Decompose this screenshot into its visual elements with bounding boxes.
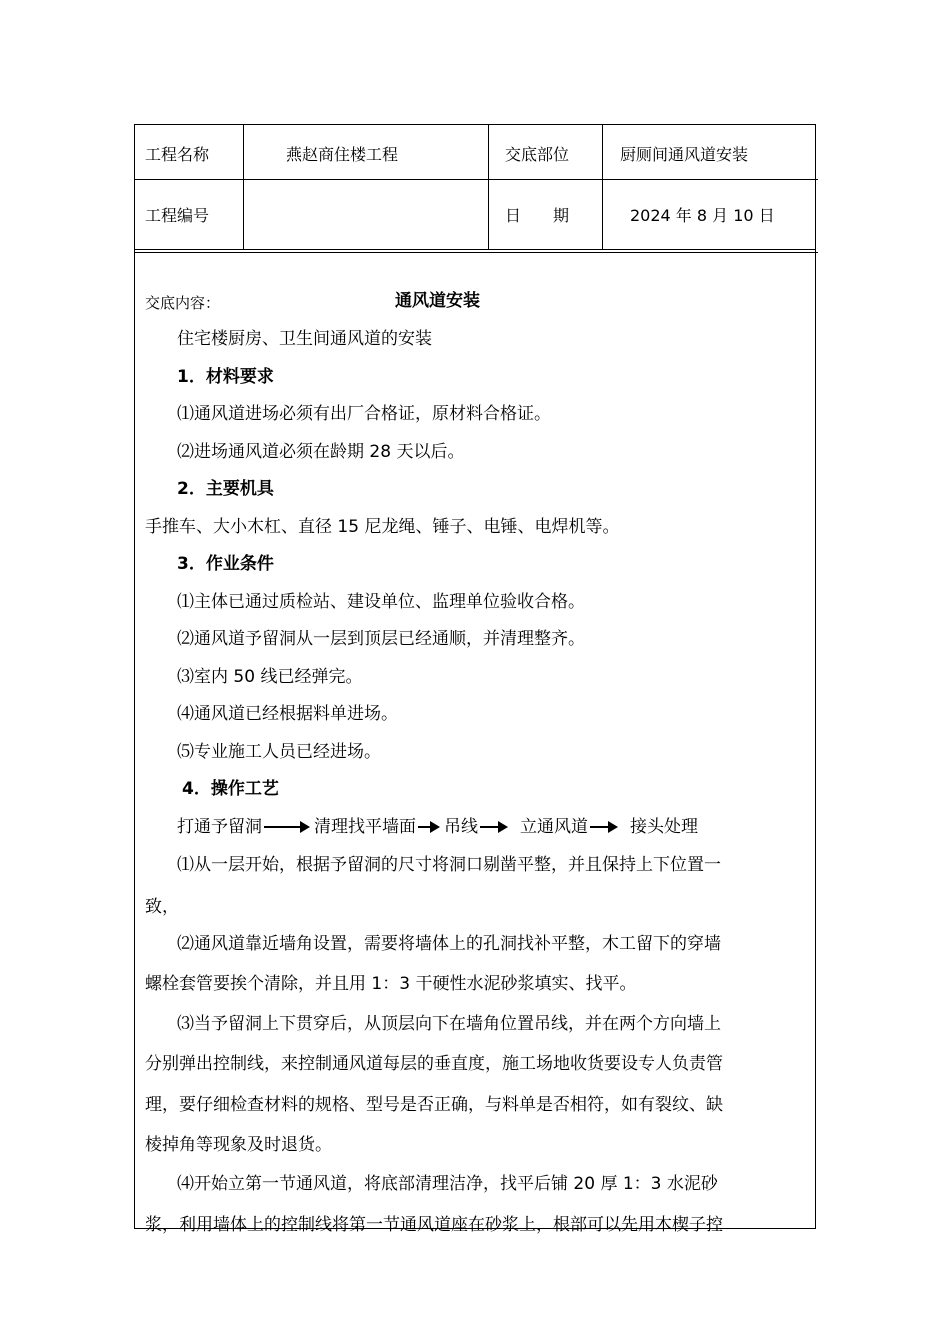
section-1-item: ⑵进场通风道必须在龄期 28 天以后。 bbox=[177, 442, 465, 462]
flow-step: 打通予留洞 bbox=[177, 817, 262, 837]
handover-part-label: 交底部位 bbox=[505, 145, 570, 164]
flow-step: 接头处理 bbox=[630, 817, 698, 837]
content-label: 交底内容： bbox=[145, 294, 221, 312]
flow-arrow-icon bbox=[590, 821, 618, 833]
paragraph-1-line: 致， bbox=[145, 897, 179, 917]
flow-arrow-icon bbox=[480, 821, 508, 833]
project-no-label: 工程编号 bbox=[145, 206, 210, 225]
paragraph-3-line: 分别弹出控制线，来控制通风道每层的垂直度，施工场地收货要设专人负责管 bbox=[145, 1054, 723, 1074]
paragraph-2-line: ⑵通风道靠近墙角设置，需要将墙体上的孔洞找补平整，木工留下的穿墙 bbox=[177, 934, 721, 954]
flow-step: 立通风道 bbox=[520, 817, 588, 837]
section-3-title: 3．作业条件 bbox=[177, 554, 274, 574]
paragraph-3-line: 理，要仔细检查材料的规格、型号是否正确，与料单是否相符，如有裂纹、缺 bbox=[145, 1095, 723, 1115]
flow-arrow-icon bbox=[264, 821, 310, 833]
section-2-title: 2．主要机具 bbox=[177, 479, 274, 499]
section-4-title: 4．操作工艺 bbox=[182, 779, 279, 799]
table-border-right bbox=[815, 124, 816, 1228]
paragraph-2-line: 螺栓套管要挨个清除，并且用 1：3 干硬性水泥砂浆填实、找平。 bbox=[145, 974, 637, 994]
section-3-item: ⑴主体已通过质检站、建设单位、监理单位验收合格。 bbox=[177, 592, 585, 612]
handover-part-value: 厨厕间通风道安装 bbox=[620, 145, 749, 164]
section-2-text: 手推车、大小木杠、直径 15 尼龙绳、锤子、电锤、电焊机等。 bbox=[145, 517, 620, 537]
paragraph-4-line: 浆，利用墙体上的控制线将第一节通风道座在砂浆上，根部可以先用木楔子控 bbox=[145, 1215, 723, 1235]
paragraph-4-line: ⑷开始立第一节通风道，将底部清理洁净，找平后铺 20 厚 1：3 水泥砂 bbox=[177, 1174, 718, 1194]
section-3-item: ⑷通风道已经根据料单进场。 bbox=[177, 704, 398, 724]
intro-text: 住宅楼厨房、卫生间通风道的安装 bbox=[177, 329, 432, 349]
content-title: 通风道安装 bbox=[395, 291, 480, 311]
paragraph-3-line: 棱掉角等现象及时退货。 bbox=[145, 1135, 332, 1155]
section-3-item: ⑸专业施工人员已经进场。 bbox=[177, 742, 381, 762]
project-name-label: 工程名称 bbox=[145, 145, 210, 164]
flow-step: 清理找平墙面 bbox=[314, 817, 416, 837]
section-1-item: ⑴通风道进场必须有出厂合格证，原材料合格证。 bbox=[177, 404, 551, 424]
date-value: 2024 年 8 月 10 日 bbox=[630, 206, 775, 225]
flow-step: 吊线 bbox=[444, 817, 478, 837]
process-flow bbox=[177, 816, 698, 838]
paragraph-1-line: ⑴从一层开始，根据予留洞的尺寸将洞口剔凿平整，并且保持上下位置一 bbox=[177, 855, 721, 875]
section-3-item: ⑶室内 50 线已经弹完。 bbox=[177, 667, 363, 687]
section-1-title: 1．材料要求 bbox=[177, 367, 274, 387]
date-label: 日 期 bbox=[505, 206, 570, 225]
section-3-item: ⑵通风道予留洞从一层到顶层已经通顺，并清理整齐。 bbox=[177, 629, 585, 649]
handover-content bbox=[145, 0, 810, 1344]
flow-arrow-icon bbox=[418, 821, 440, 833]
project-name-value: 燕赵商住楼工程 bbox=[286, 145, 399, 164]
paragraph-3-line: ⑶当予留洞上下贯穿后，从顶层向下在墙角位置吊线，并在两个方向墙上 bbox=[177, 1014, 721, 1034]
table-border-left bbox=[134, 124, 135, 1228]
